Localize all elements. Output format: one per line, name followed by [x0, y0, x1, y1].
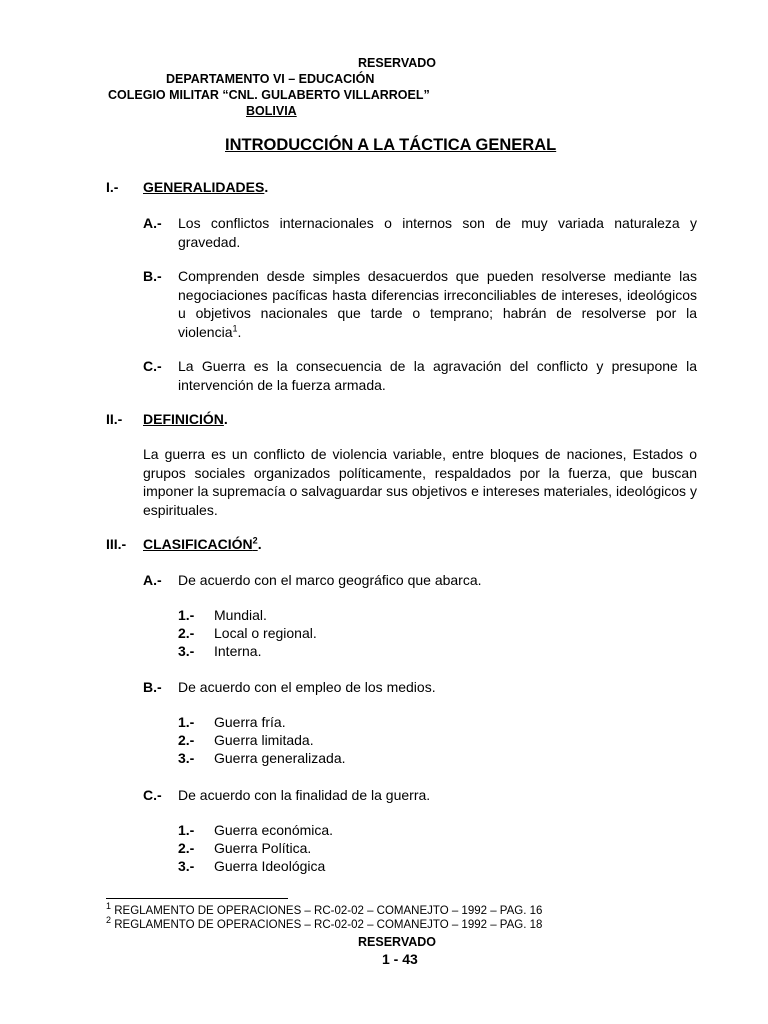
item-b-label: B.- [143, 268, 162, 284]
group-a-item-2-text: Local o regional. [214, 625, 317, 641]
footnote-separator [106, 898, 288, 899]
group-a-item-2-number: 2.- [178, 625, 195, 641]
footnote-2 [106, 915, 543, 931]
section-3-heading-text [143, 536, 258, 552]
group-b-item-1-number: 1.- [178, 714, 195, 730]
section-3-heading-label: CLASIFICACIÓN [143, 536, 253, 552]
group-b-item-3-number: 3.- [178, 750, 195, 766]
section-1-heading [143, 179, 268, 195]
item-c-text: La Guerra es la consecuencia de la agravación del conflicto y presupone la intervención de la fuerza armada. [178, 358, 697, 393]
classification-header: RESERVADO [358, 56, 437, 70]
group-a-label: A.- [143, 572, 162, 588]
footnote-1 [106, 901, 543, 917]
item-b-end: . [237, 323, 242, 340]
section-1-heading-punct: . [264, 179, 269, 195]
department-line: DEPARTAMENTO VI – EDUCACIÓN [166, 72, 375, 86]
document-title: INTRODUCCIÓN A LA TÁCTICA GENERAL [225, 136, 557, 154]
group-a-item-1-text: Mundial. [214, 607, 267, 623]
group-b-item-2-number: 2.- [178, 732, 195, 748]
item-c-label: C.- [143, 358, 162, 374]
country-line: BOLIVIA [246, 104, 297, 118]
footnote-2-mark: 2 [106, 915, 112, 926]
group-b-item-3-text: Guerra generalizada. [214, 750, 346, 766]
section-3-heading [143, 536, 262, 552]
section-3-number: III.- [106, 536, 127, 552]
group-c-item-1-number: 1.- [178, 822, 195, 838]
group-a-item-1-number: 1.- [178, 607, 195, 623]
section-1-heading-text: GENERALIDADES [143, 179, 265, 195]
group-c-item-3-text: Guerra Ideológica [214, 858, 326, 874]
group-a-text: De acuerdo con el marco geográfico que abarca. [178, 572, 482, 588]
item-b-body: Comprenden desde simples desacuerdos que pueden resolverse mediante las negociaciones pacíficas hasta diferencias irreconciliables de intereses, ideológicos u objetivos nacionales que tarde o temprano; habrán de resolverse por la violencia [178, 268, 697, 340]
classification-footer: RESERVADO [358, 935, 437, 949]
group-c-item-3-number: 3.- [178, 858, 195, 874]
item-b-text [178, 267, 697, 341]
footnote-1-mark: 1 [106, 901, 112, 912]
footnote-1-text: REGLAMENTO DE OPERACIONES – RC-02-02 – COMANEJTO – 1992 – PAG. 16 [114, 905, 543, 917]
definition-paragraph: La guerra es un conflicto de violencia variable, entre bloques de naciones, Estados o grupos sociales organizados políticamente, respaldados por la fuerza, que buscan imponer la supremacía o salvaguardar sus objetivos e intereses materiales, ideológicos y espirituales. [143, 446, 697, 518]
section-2-heading-text: DEFINICIÓN [143, 411, 224, 427]
item-a-label: A.- [143, 215, 162, 231]
group-c-item-1-text: Guerra económica. [214, 822, 334, 838]
section-2-number: II.- [106, 411, 123, 427]
footnote-ref-1: 1 [232, 322, 238, 333]
section-2-heading [143, 411, 228, 427]
group-c-text: De acuerdo con la finalidad de la guerra. [178, 787, 431, 803]
footnote-2-text: REGLAMENTO DE OPERACIONES – RC-02-02 – COMANEJTO – 1992 – PAG. 18 [114, 919, 543, 931]
group-b-label: B.- [143, 679, 162, 695]
section-2-heading-punct: . [223, 411, 228, 427]
section-1-number: I.- [106, 179, 119, 195]
footnote-ref-2: 2 [252, 535, 258, 546]
group-b-text: De acuerdo con el empleo de los medios. [178, 679, 436, 695]
group-c-item-2-number: 2.- [178, 840, 195, 856]
group-c-item-2-text: Guerra Política. [214, 840, 312, 856]
item-a-text: Los conflictos internacionales o internos son de muy variada naturaleza y gravedad. [178, 215, 697, 250]
group-a-item-3-text: Interna. [214, 643, 262, 659]
group-c-label: C.- [143, 787, 162, 803]
group-a-item-3-number: 3.- [178, 643, 195, 659]
section-3-heading-punct: . [257, 536, 262, 552]
page-number: 1 - 43 [382, 951, 418, 967]
group-b-item-2-text: Guerra limitada. [214, 732, 314, 748]
college-line: COLEGIO MILITAR “CNL. GULABERTO VILLARROEL” [108, 88, 430, 102]
group-b-item-1-text: Guerra fría. [214, 714, 286, 730]
